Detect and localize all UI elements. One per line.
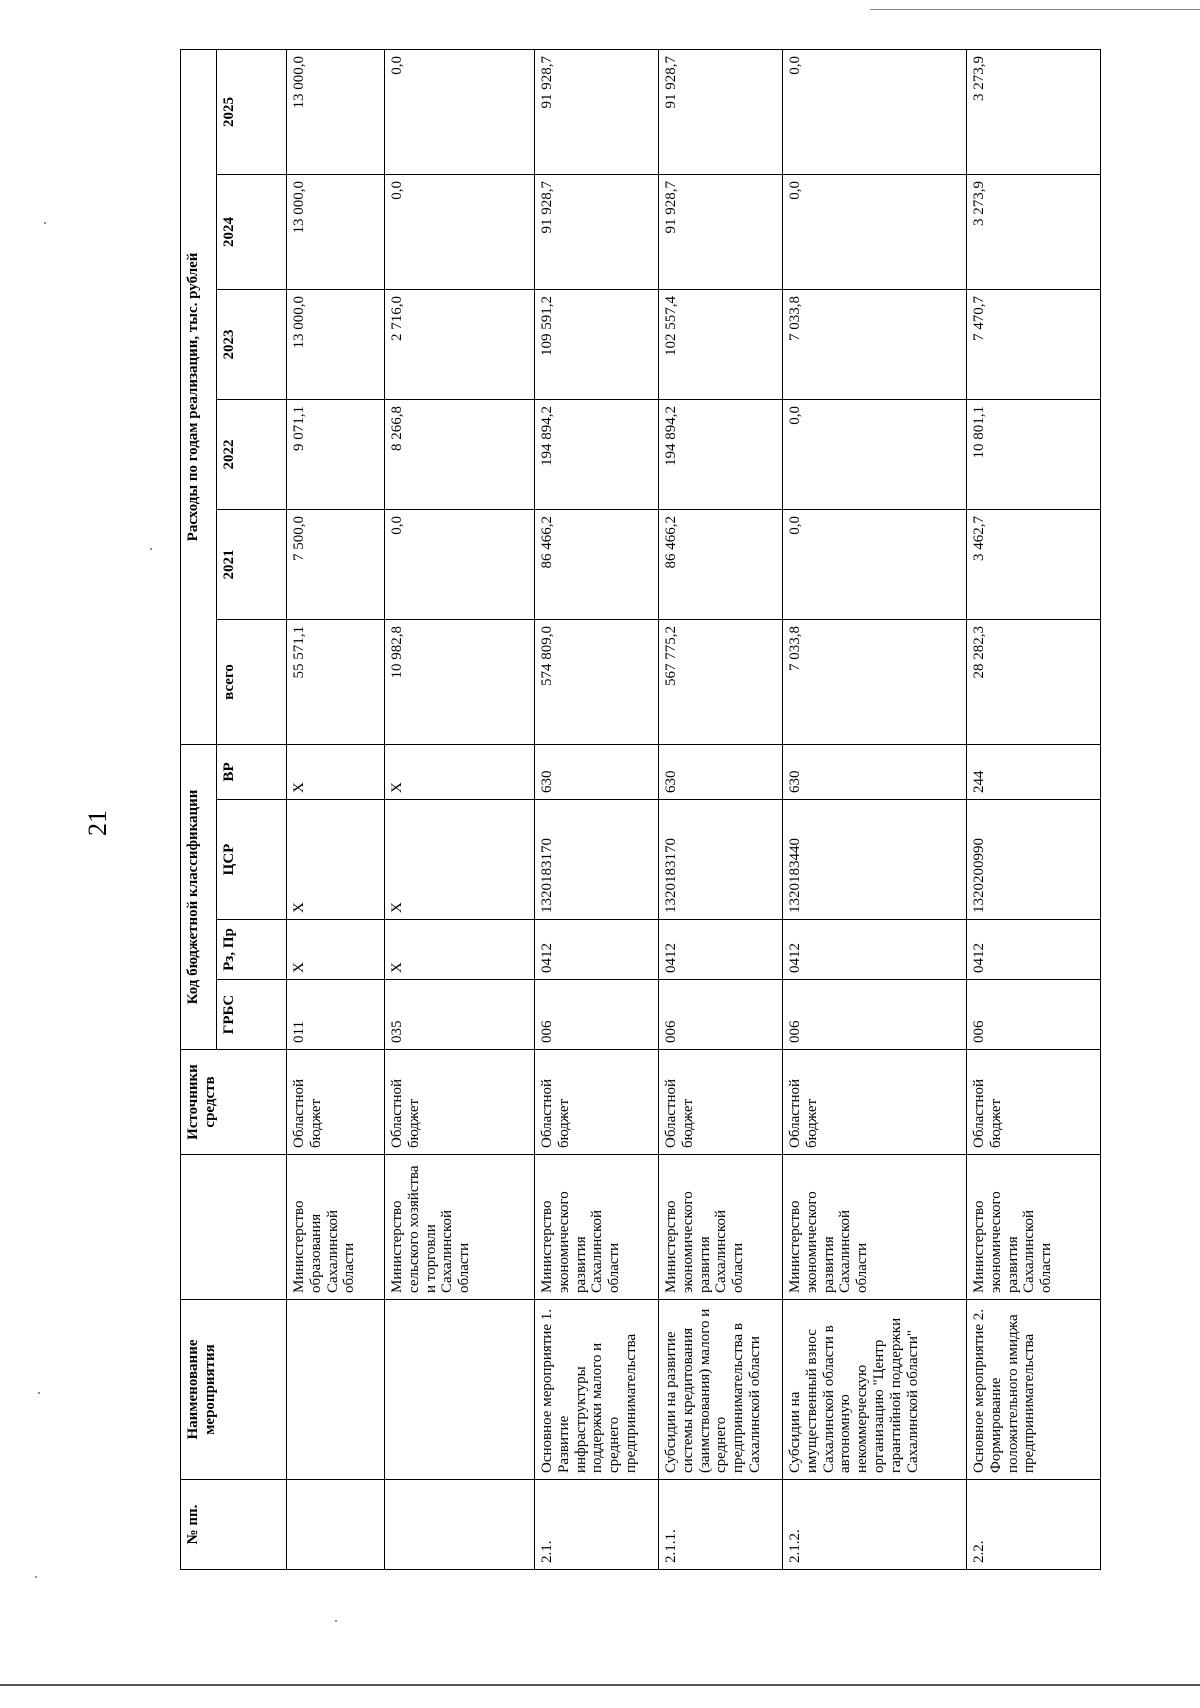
cell-2024: 91 928,7	[659, 174, 783, 289]
scan-artifact-dot	[335, 1620, 337, 1622]
cell-csr: 1320183170	[535, 800, 659, 920]
cell-name: Основное мероприятие 1. Развитие инфраструктуры поддержки малого и среднего предпринимательства	[535, 1300, 659, 1480]
cell-rz-pr: 0412	[967, 920, 1101, 980]
cell-no	[287, 1480, 385, 1570]
scan-artifact-line	[0, 1684, 1200, 1686]
cell-executor: Министерство образования Сахалинской области	[287, 1155, 385, 1300]
cell-2021: 86 466,2	[659, 509, 783, 619]
table-row	[783, 49, 967, 1569]
header-total: всего	[217, 619, 287, 744]
cell-2021: 3 462,7	[967, 509, 1101, 619]
cell-2023: 7 033,8	[783, 289, 967, 399]
scan-artifact-dot	[44, 222, 46, 224]
header-source: Источники средств	[181, 1050, 287, 1155]
cell-2021: 86 466,2	[535, 509, 659, 619]
cell-no	[385, 1480, 535, 1570]
cell-rz-pr: 0412	[535, 920, 659, 980]
cell-vr: 630	[783, 744, 967, 799]
header-rz-pr: Рз, Пр	[217, 920, 287, 980]
header-2024: 2024	[217, 174, 287, 289]
header-csr: ЦСР	[217, 800, 287, 920]
cell-total: 567 775,2	[659, 619, 783, 744]
cell-2022: 9 071,1	[287, 399, 385, 509]
cell-2021: 0,0	[783, 509, 967, 619]
cell-vr: X	[287, 744, 385, 799]
table-row	[535, 49, 659, 1569]
cell-2022: 194 894,2	[659, 399, 783, 509]
cell-2023: 2 716,0	[385, 289, 535, 399]
cell-name: Субсидии на развитие системы кредитования (заимствования) малого и среднего предпринимательства в Сахалинской области	[659, 1300, 783, 1480]
cell-2023: 102 557,4	[659, 289, 783, 399]
cell-csr: X	[385, 800, 535, 920]
cell-2025: 91 928,7	[535, 49, 659, 174]
cell-name: Основное мероприятие 2. Формирование положительного имиджа предпринимательства	[967, 1300, 1101, 1480]
cell-grbs: 011	[287, 980, 385, 1050]
cell-executor: Министерство экономического развития Сахалинской области	[783, 1155, 967, 1300]
cell-rz-pr: X	[385, 920, 535, 980]
header-grbs: ГРБС	[217, 980, 287, 1050]
cell-2024: 3 273,9	[967, 174, 1101, 289]
cell-2025: 13 000,0	[287, 49, 385, 174]
cell-2022: 194 894,2	[535, 399, 659, 509]
cell-2023: 13 000,0	[287, 289, 385, 399]
cell-no: 2.1.2.	[783, 1480, 967, 1570]
cell-vr: 630	[659, 744, 783, 799]
cell-2024: 13 000,0	[287, 174, 385, 289]
rotated-table-container	[180, 50, 1100, 1570]
cell-csr: 1320200990	[967, 800, 1101, 920]
cell-vr: X	[385, 744, 535, 799]
header-name: Наименование мероприятия	[181, 1300, 287, 1480]
cell-source: Областной бюджет	[287, 1050, 385, 1155]
table-row	[287, 49, 385, 1569]
cell-2021: 0,0	[385, 509, 535, 619]
cell-2023: 7 470,7	[967, 289, 1101, 399]
scan-artifact-line	[870, 9, 1200, 10]
cell-grbs: 035	[385, 980, 535, 1050]
header-2025: 2025	[217, 49, 287, 174]
cell-no: 2.2.	[967, 1480, 1101, 1570]
table-row	[385, 49, 535, 1569]
header-vr: ВР	[217, 744, 287, 799]
cell-vr: 630	[535, 744, 659, 799]
cell-2021: 7 500,0	[287, 509, 385, 619]
scan-artifact-dot	[35, 1576, 37, 1578]
cell-total: 7 033,8	[783, 619, 967, 744]
cell-rz-pr: X	[287, 920, 385, 980]
header-2022: 2022	[217, 399, 287, 509]
header-budget-code-group: Код бюджетной классификации	[181, 744, 217, 1049]
cell-2025: 3 273,9	[967, 49, 1101, 174]
cell-grbs: 006	[783, 980, 967, 1050]
header-expenses-group: Расходы по годам реализации, тыс. рублей	[181, 49, 217, 744]
budget-table	[180, 49, 1101, 1570]
cell-2024: 91 928,7	[535, 174, 659, 289]
header-no: № пп.	[181, 1480, 287, 1570]
cell-2022: 0,0	[783, 399, 967, 509]
cell-executor: Министерство экономического развития Сахалинской области	[535, 1155, 659, 1300]
cell-2025: 91 928,7	[659, 49, 783, 174]
cell-2025: 0,0	[385, 49, 535, 174]
cell-executor: Министерство экономического развития Сахалинской области	[967, 1155, 1101, 1300]
table-row	[659, 49, 783, 1569]
header-2021: 2021	[217, 509, 287, 619]
cell-source: Областной бюджет	[535, 1050, 659, 1155]
cell-total: 28 282,3	[967, 619, 1101, 744]
cell-source: Областной бюджет	[967, 1050, 1101, 1155]
table-row	[967, 49, 1101, 1569]
cell-name: Субсидии на имущественный взнос Сахалинской области в автономную некоммерческую организацию "Центр гарантийной поддержки Сахалинской области"	[783, 1300, 967, 1480]
cell-vr: 244	[967, 744, 1101, 799]
cell-name	[287, 1300, 385, 1480]
header-2023: 2023	[217, 289, 287, 399]
cell-2022: 8 266,8	[385, 399, 535, 509]
cell-2025: 0,0	[783, 49, 967, 174]
cell-grbs: 006	[967, 980, 1101, 1050]
header-executor	[181, 1155, 287, 1300]
cell-executor: Министерство сельского хозяйства и торговли Сахалинской области	[385, 1155, 535, 1300]
cell-2024: 0,0	[783, 174, 967, 289]
cell-csr: 1320183440	[783, 800, 967, 920]
table-header-row	[181, 49, 217, 1569]
cell-no: 2.1.1.	[659, 1480, 783, 1570]
scan-artifact-dot	[38, 1392, 40, 1394]
cell-source: Областной бюджет	[659, 1050, 783, 1155]
cell-total: 10 982,8	[385, 619, 535, 744]
cell-source: Областной бюджет	[783, 1050, 967, 1155]
cell-grbs: 006	[535, 980, 659, 1050]
scan-artifact-dot	[150, 548, 152, 550]
cell-grbs: 006	[659, 980, 783, 1050]
page-number: 21	[83, 810, 112, 836]
cell-csr: 1320183170	[659, 800, 783, 920]
cell-total: 55 571,1	[287, 619, 385, 744]
cell-no: 2.1.	[535, 1480, 659, 1570]
cell-source: Областной бюджет	[385, 1050, 535, 1155]
cell-2023: 109 591,2	[535, 289, 659, 399]
cell-2024: 0,0	[385, 174, 535, 289]
cell-name	[385, 1300, 535, 1480]
cell-csr: X	[287, 800, 385, 920]
cell-rz-pr: 0412	[659, 920, 783, 980]
cell-total: 574 809,0	[535, 619, 659, 744]
cell-2022: 10 801,1	[967, 399, 1101, 509]
cell-executor: Министерство экономического развития Сахалинской области	[659, 1155, 783, 1300]
cell-rz-pr: 0412	[783, 920, 967, 980]
